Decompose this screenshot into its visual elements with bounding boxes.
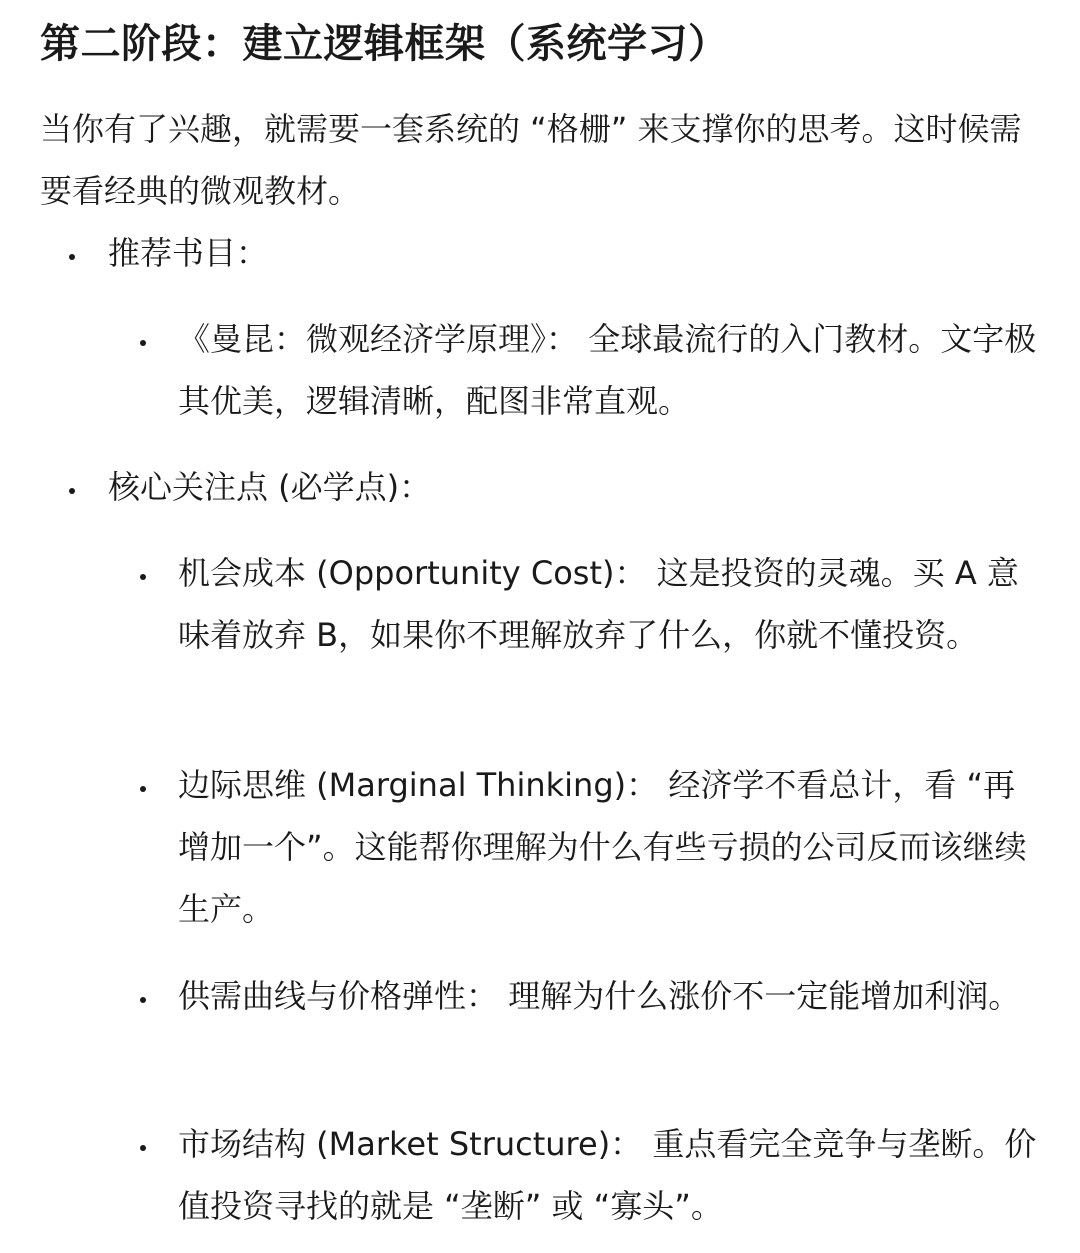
bullet-dot — [69, 254, 75, 260]
list-heading-focus: 核心关注点 (必学点)： — [108, 468, 432, 506]
list-item-book — [178, 308, 1038, 432]
list-item-market-structure — [178, 1113, 1038, 1237]
item-head: 《曼昆：微观经济学原理》： — [178, 320, 579, 358]
bullet-dot — [69, 488, 75, 494]
item-head: 边际思维 (Marginal Thinking)： — [178, 766, 659, 804]
list-item-marginal-thinking — [178, 754, 1038, 940]
item-body: 这是投资的灵魂。买 A 意味着放弃 B，如果你不理解放弃了什么，你就不懂投资。 — [178, 554, 1019, 654]
item-head: 市场结构 (Market Structure)： — [178, 1125, 643, 1163]
bullet-dot — [140, 786, 146, 792]
list-heading-books: 推荐书目： — [108, 234, 269, 272]
bullet-dot — [140, 1145, 146, 1151]
list-item-supply-demand — [178, 965, 1038, 1027]
item-head: 机会成本 (Opportunity Cost)： — [178, 554, 647, 592]
section-title: 第二阶段：建立逻辑框架（系统学习） — [40, 21, 729, 67]
item-body: 理解为什么涨价不一定能增加利润。 — [498, 977, 1021, 1015]
bullet-dot — [140, 574, 146, 580]
item-head: 供需曲线与价格弹性： — [178, 977, 499, 1015]
list-item-opportunity-cost — [178, 542, 1038, 666]
bullet-dot — [140, 340, 146, 346]
bullet-dot — [140, 997, 146, 1003]
intro-paragraph: 当你有了兴趣，就需要一套系统的 “格栅” 来支撑你的思考。这时候需要看经典的微观教材。 — [40, 110, 1022, 210]
item-body: 经济学不看总计，看 “再增加一个”。这能帮你理解为什么有些亏损的公司反而该继续生产。 — [178, 766, 1027, 928]
item-body: 全球最流行的入门教材。文字极其优美，逻辑清晰，配图非常直观。 — [178, 320, 1037, 420]
item-body: 重点看完全竞争与垄断。价值投资寻找的就是 “垄断” 或 “寡头”。 — [178, 1125, 1037, 1225]
